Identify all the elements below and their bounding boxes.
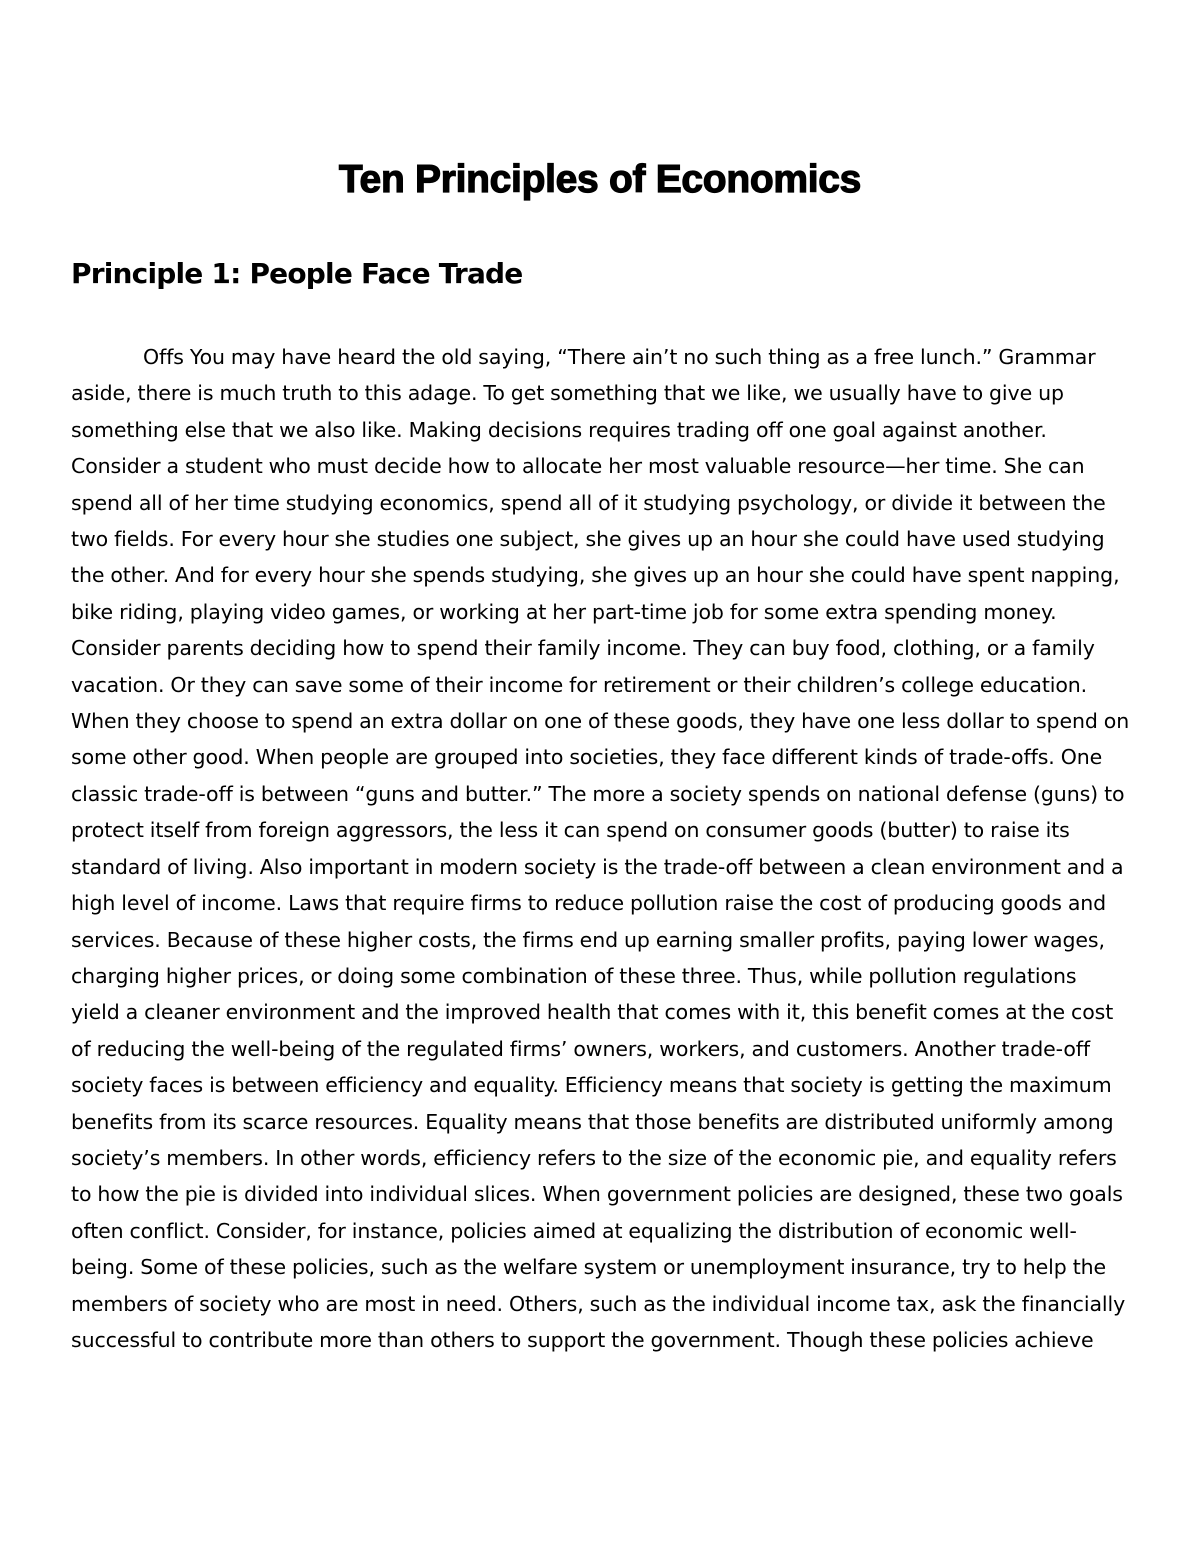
body-paragraph: Offs You may have heard the old saying, “There ain’t no such thing as a free lunch.” Grammar aside, there is much truth to this adage. To get something that we like, we usually have to give up something else that we also like. Making decisions requires trading off one goal against another. Consider a student who must decide how to allocate her most valuable resource—her time. She can spend all of her time studying economics, spend all of it studying psychology, or divide it between the two fields. For every hour she studies one subject, she gives up an hour she could have used studying the other. And for every hour she spends studying, she gives up an hour she could have spent napping, bike riding, playing video games, or working at her part-time job for some extra spending money. Consider parents deciding how to spend their family income. They can buy food, clothing, or a family vacation. Or they can save some of their income for retirement or their children’s college education. When they choose to spend an extra dollar on one of these goods, they have one less dollar to spend on some other good. When people are grouped into societies, they face different kinds of trade-offs. One classic trade-off is between “guns and butter.” The more a society spends on national defense (guns) to protect itself from foreign aggressors, the less it can spend on consumer goods (butter) to raise its standard of living. Also important in modern society is the trade-off between a clean environment and a high level of income. Laws that require firms to reduce pollution raise the cost of producing goods and services. Because of these higher costs, the firms end up earning smaller profits, paying lower wages, charging higher prices, or doing some combination of these three. Thus, while pollution regulations yield a cleaner environment and the improved health that comes with it, this benefit comes at the cost of reducing the well-being of the regulated firms’ owners, workers, and customers. Another trade-off society faces is between efficiency and equality. Efficiency means that society is getting the maximum benefits from its scarce resources. Equality means that those benefits are distributed uniformly among society’s members. In other words, efficiency refers to the size of the economic pie, and equality refers to how the pie is divided into individual slices. When government policies are designed, these two goals often conflict. Consider, for instance, policies aimed at equalizing the distribution of economic well-being. Some of these policies, such as the welfare system or unemployment insurance, try to help the members of society who are most in need. Others, such as the individual income tax, ask the financially successful to contribute more than others to support the government. Though these policies achieve — [71, 345, 1130, 1352]
section-heading: Principle 1: People Face Trade — [71, 257, 523, 290]
document-title: Ten Principles of Economics — [338, 158, 862, 201]
